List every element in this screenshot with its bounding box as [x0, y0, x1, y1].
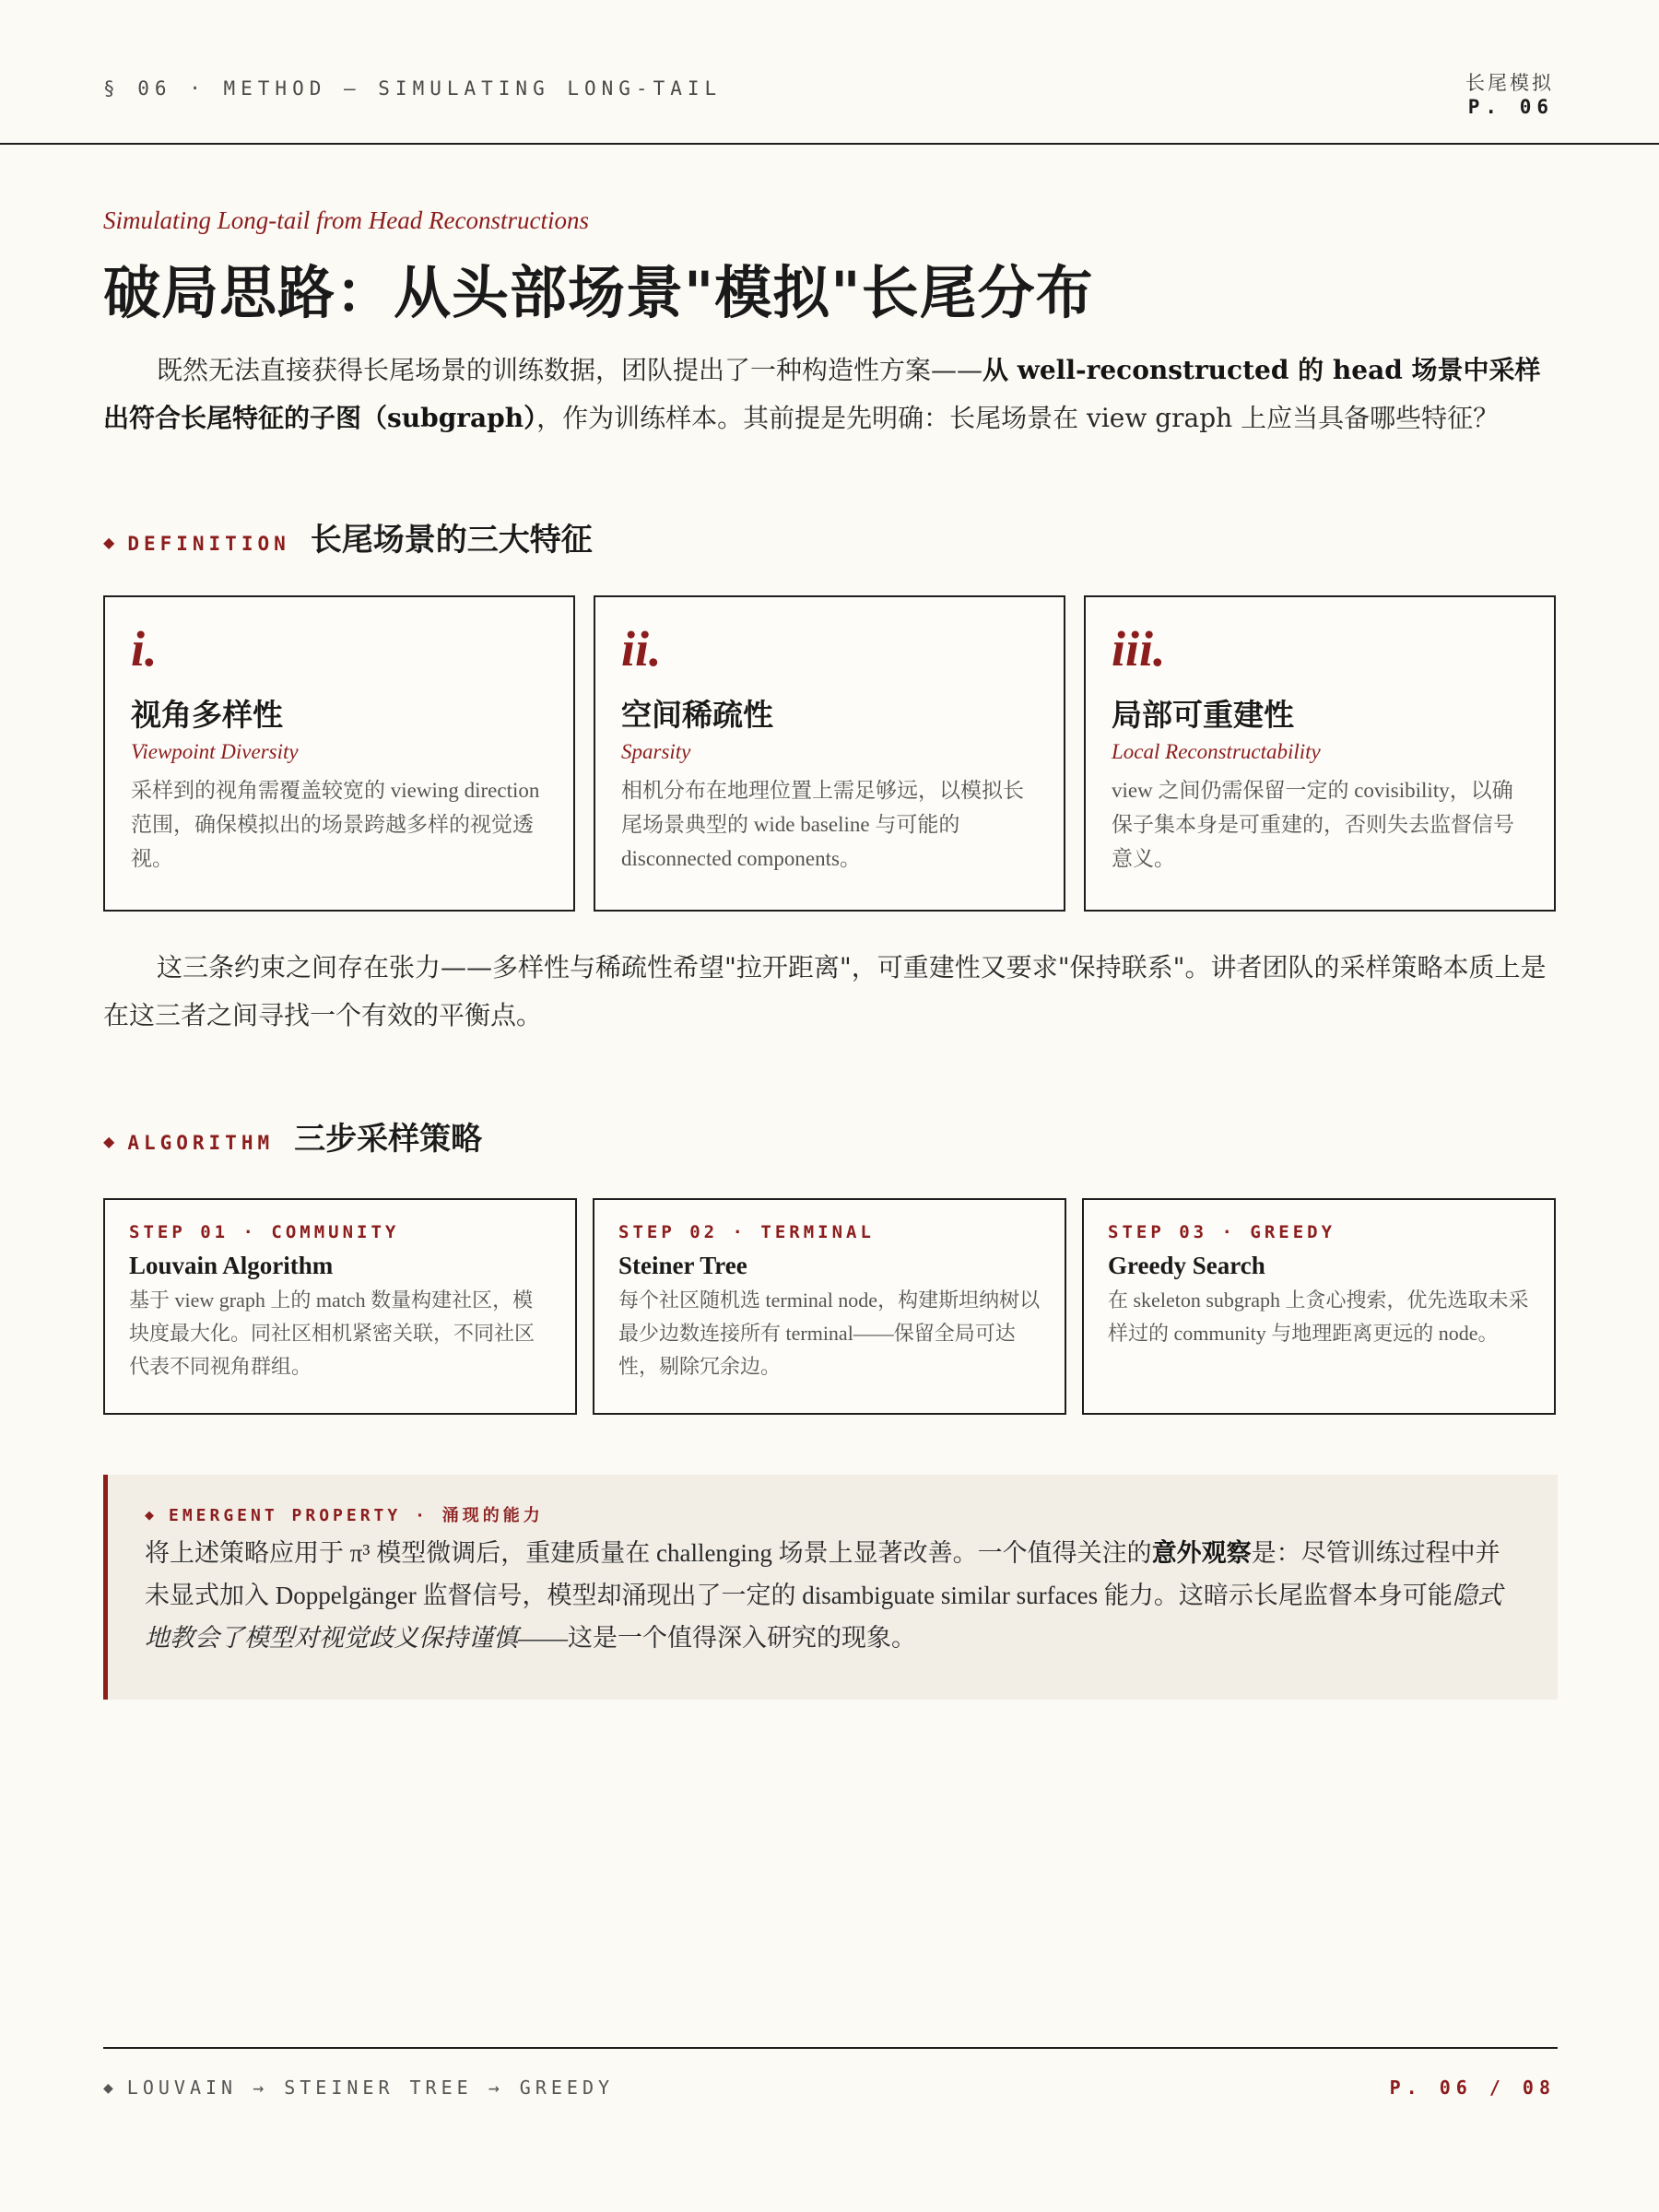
footer-pipeline [103, 2077, 614, 2099]
emergent-text-1: 将上述策略应用于 π³ 模型微调后，重建质量在 challenging 场景上显著改善。一个值得关注的 [145, 1539, 1152, 1567]
step-description: 每个社区随机选 terminal node，构建斯坦纳树以最少边数连接所有 terminal——保留全局可达性，剔除冗余边。 [618, 1288, 1041, 1378]
definition-tag: DEFINITION [127, 533, 290, 555]
step-title: Steiner Tree [618, 1252, 747, 1279]
algorithm-heading [103, 1113, 482, 1159]
step-label: STEP 01 · COMMUNITY [129, 1222, 400, 1242]
feature-english: Viewpoint Diversity [131, 740, 299, 763]
tension-paragraph: 这三条约束之间存在张力——多样性与稀疏性希望"拉开距离"，可重建性又要求"保持联系"。讲者团队的采样策略本质上是在这三者之间寻找一个有效的平衡点。 [103, 952, 1547, 1030]
feature-title: 空间稀疏性 [621, 697, 773, 733]
algorithm-title: 三步采样策略 [294, 1121, 483, 1158]
step-card-1 [103, 1198, 577, 1415]
footer-pipeline-text: LOUVAIN → STEINER TREE → GREEDY [126, 2077, 615, 2099]
definition-heading [103, 514, 593, 559]
step-label: STEP 02 · TERMINAL [618, 1222, 875, 1242]
algorithm-tag: ALGORITHM [127, 1132, 275, 1154]
page-subtitle: Simulating Long-tail from Head Reconstructions [103, 206, 589, 234]
diamond-icon: ◆ [103, 1133, 115, 1150]
feature-number: i. [131, 621, 158, 677]
page-title: 破局思路：从头部场景"模拟"长尾分布 [103, 259, 1094, 326]
feature-english: Local Reconstructability [1112, 740, 1321, 763]
feature-description: 相机分布在地理位置上需足够远，以模拟长尾场景典型的 wide baseline 与可能的 disconnected components。 [621, 779, 1024, 870]
page-header [0, 0, 1659, 145]
header-page-number: P. 06 [1467, 96, 1554, 118]
feature-english: Sparsity [621, 740, 691, 763]
diamond-icon: ◆ [103, 2081, 118, 2096]
intro-text-2: ，作为训练样本。其前提是先明确：长尾场景在 view graph 上应当具备哪些特征？ [536, 403, 1500, 433]
footer-divider [103, 2047, 1558, 2049]
emergent-tag [145, 1502, 1521, 1526]
emergent-body [145, 1532, 1521, 1659]
step-label: STEP 03 · GREEDY [1108, 1222, 1336, 1242]
definition-title: 长尾场景的三大特征 [310, 522, 593, 559]
intro-paragraph [103, 347, 1558, 442]
diamond-icon: ◆ [103, 534, 115, 551]
step-description: 基于 view graph 上的 match 数量构建社区，模块度最大化。同社区相机紧密关联，不同社区代表不同视角群组。 [129, 1288, 535, 1378]
feature-description: view 之间仍需保留一定的 covisibility，以确保子集本身是可重建的，否则失去监督信号意义。 [1112, 779, 1514, 870]
emergent-property-callout [103, 1475, 1558, 1700]
feature-card-1 [103, 595, 575, 912]
section-tag: § 06 · METHOD — SIMULATING LONG-TAIL [103, 77, 723, 100]
step-card-3 [1082, 1198, 1556, 1415]
feature-card-3 [1084, 595, 1556, 912]
intro-text-1: 既然无法直接获得长尾场景的训练数据，团队提出了一种构造性方案—— [157, 355, 983, 385]
feature-number: iii. [1112, 621, 1166, 677]
emergent-italic: 隐式地教会了模型对视觉歧义保持谨慎 [145, 1582, 1502, 1652]
feature-title: 视角多样性 [131, 697, 283, 733]
step-card-2 [593, 1198, 1066, 1415]
header-topic: 长尾模拟 [1465, 72, 1554, 94]
emergent-tag-label: EMERGENT PROPERTY · 涌现的能力 [169, 1506, 544, 1525]
feature-description: 采样到的视角需覆盖较宽的 viewing direction 范围，确保模拟出的场景跨越多样的视觉透视。 [131, 779, 540, 870]
emergent-text-2: 是：尽管训练过程中并未显式加入 Doppelgänger 监督信号，模型却涌现出了一定的 disambiguate similar surfaces 能力。这暗示长尾监督本身可能 [145, 1539, 1500, 1609]
emergent-text-3: ——这是一个值得深入研究的现象。 [518, 1624, 916, 1652]
step-description: 在 skeleton subgraph 上贪心搜索，优先选取未采样过的 community 与地理距离更远的 node。 [1108, 1288, 1529, 1345]
feature-number: ii. [621, 621, 662, 677]
step-title: Greedy Search [1108, 1252, 1265, 1279]
intro-bold: 从 well-reconstructed 的 head 场景中采样出符合长尾特征的子图（subgraph） [103, 355, 1541, 433]
emergent-bold: 意外观察 [1151, 1539, 1252, 1567]
diamond-icon: ◆ [145, 1509, 158, 1523]
header-right [1465, 68, 1554, 118]
feature-title: 局部可重建性 [1112, 697, 1294, 733]
step-title: Louvain Algorithm [129, 1252, 334, 1279]
footer-page-number: P. 06 / 08 [1389, 2077, 1556, 2099]
feature-card-2 [594, 595, 1065, 912]
